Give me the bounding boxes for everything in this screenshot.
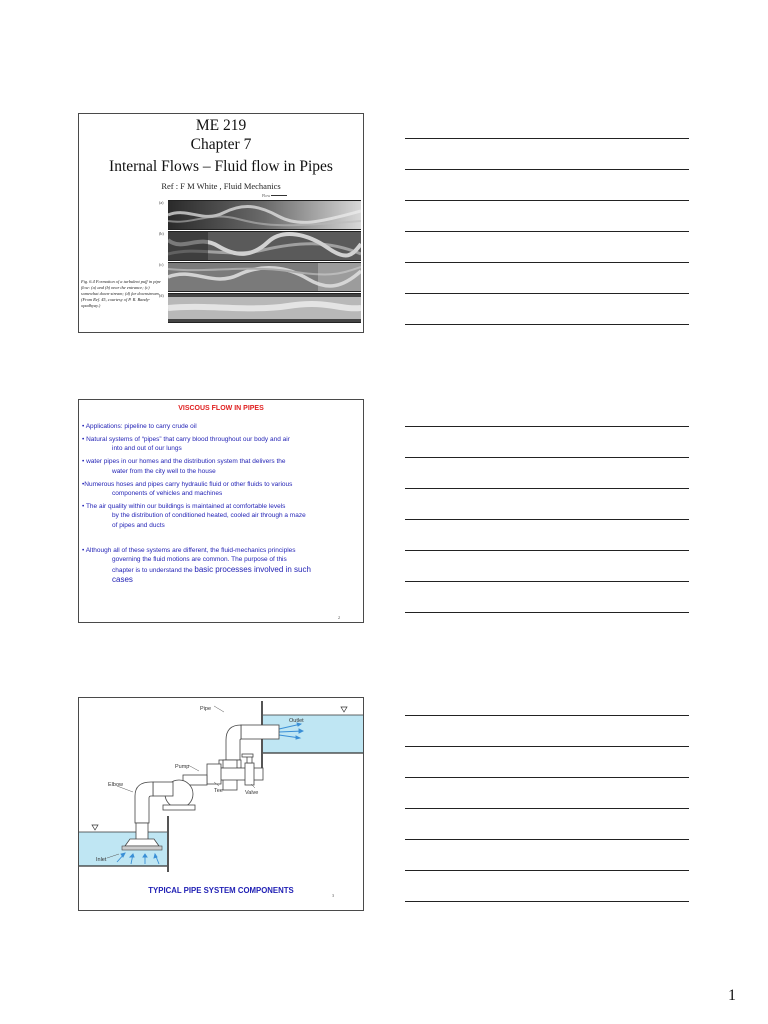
slide-3-page-number: 3 (332, 893, 334, 898)
bullet-hoses (82, 480, 364, 499)
flow-label: Flow (262, 193, 271, 198)
bullet-text: • The air quality within our buildings is maintained at comfortable levels (82, 502, 286, 510)
label-inlet: Inlet (96, 857, 107, 863)
bullet-text: • Applications: pipeline to carry crude oil (82, 423, 197, 430)
note-line (405, 169, 689, 170)
note-line (405, 777, 689, 778)
slide-1-title-chapter: Chapter 7 (190, 136, 252, 153)
note-line (405, 870, 689, 871)
slide-3-caption: TYPICAL PIPE SYSTEM COMPONENTS (148, 886, 294, 895)
note-line (405, 901, 689, 902)
bullet-natural-systems (82, 435, 364, 454)
bullet-text-part: chapter is to understand the (112, 566, 195, 574)
bullet-text-continued: governing the fluid motions are common. The purpose of this (112, 556, 287, 564)
note-line (405, 138, 689, 139)
note-line (405, 519, 689, 520)
bullet-air-quality (82, 502, 364, 530)
slide-1-reference: Ref : F M White , Fluid Mechanics (161, 181, 281, 191)
bullet-water-pipes (82, 457, 364, 476)
note-line (405, 231, 689, 232)
note-line (405, 612, 689, 613)
figure-caption: Fig. 6.4 Formation of a turbulent puff in pipe flow: (a) and (b) near the entrance; (c) somewhat down-stream; (d) far downstream. (From Ref. 45, courtesy of P. R. Bandy-opadhyay.) (81, 279, 161, 308)
bullet-text-continued: into and out of our lungs (112, 445, 182, 453)
slide-1-title-course: ME 219 (195, 117, 247, 134)
turbulent-puff-photo-c (168, 262, 361, 292)
label-pipe: Pipe (200, 706, 212, 712)
slide-2-heading: VISCOUS FLOW IN PIPES (178, 405, 264, 412)
flow-arrow-icon (271, 195, 287, 196)
pipe-system-diagram (79, 698, 363, 883)
label-valve: Valve (245, 790, 259, 796)
inlet-strainer (122, 846, 162, 850)
note-line (405, 839, 689, 840)
note-line (405, 550, 689, 551)
elbow-fitting (135, 782, 153, 823)
note-line (405, 200, 689, 201)
slide-2-thumbnail (78, 399, 364, 623)
note-line (405, 808, 689, 809)
bullet-text: • water pipes in our homes and the distribution system that delivers the (82, 458, 286, 466)
turbulent-puff-photo-a (168, 200, 361, 230)
valve-handle-icon (242, 754, 253, 757)
slide-3-thumbnail (78, 697, 364, 911)
bullet-text: • Natural systems of “pipes” that carry blood throughout our body and air (82, 435, 290, 443)
valve-body (245, 763, 254, 785)
strip-label-b: (b) (159, 231, 164, 236)
note-line (405, 488, 689, 489)
bullet-text-continued (82, 565, 364, 575)
note-line (405, 324, 689, 325)
slide-1-thumbnail (78, 113, 364, 333)
bullet-text-continued: by the distribution of conditioned heated, cooled air through a maze (112, 512, 306, 520)
note-line (405, 746, 689, 747)
water-level-icon (92, 825, 98, 830)
bullet-principles (82, 546, 364, 585)
bullet-text: • Although all of these systems are different, the fluid-mechanics principles (82, 547, 296, 555)
slide-2-bullet-list (82, 422, 364, 588)
label-pump: Pump (175, 764, 190, 770)
slide-1-title-topic: Internal Flows – Fluid flow in Pipes (109, 158, 333, 175)
tee-fitting (207, 764, 221, 784)
label-elbow: Elbow (108, 782, 123, 788)
label-tee: Tee (214, 788, 223, 794)
strip-label-d: (d) (159, 293, 164, 298)
page-number: 1 (728, 987, 736, 1004)
bullet-text-continued: components of vehicles and machines (112, 489, 223, 497)
note-line (405, 262, 689, 263)
bullet-text-continued: water from the city well to the house (112, 467, 216, 475)
label-outlet: Outlet (289, 718, 304, 724)
strip-label-a: (a) (159, 200, 164, 205)
note-line (405, 426, 689, 427)
note-line (405, 293, 689, 294)
strip-label-c: (c) (159, 262, 164, 267)
note-line (405, 457, 689, 458)
note-line (405, 581, 689, 582)
bullet-text-emphasis: basic processes involved in such (194, 564, 311, 574)
turbulent-puff-photo-b (168, 231, 361, 261)
slide-2-page-number: 2 (338, 615, 340, 620)
bullet-text-continued: cases (112, 575, 133, 585)
bullet-text: •Numerous hoses and pipes carry hydraulic fluid or other fluids to various (82, 480, 293, 488)
turbulent-puff-photo-d (168, 293, 361, 323)
water-level-icon (341, 707, 347, 712)
bullet-applications (82, 422, 364, 431)
bullet-text-continued: of pipes and ducts (112, 521, 165, 529)
note-line (405, 715, 689, 716)
